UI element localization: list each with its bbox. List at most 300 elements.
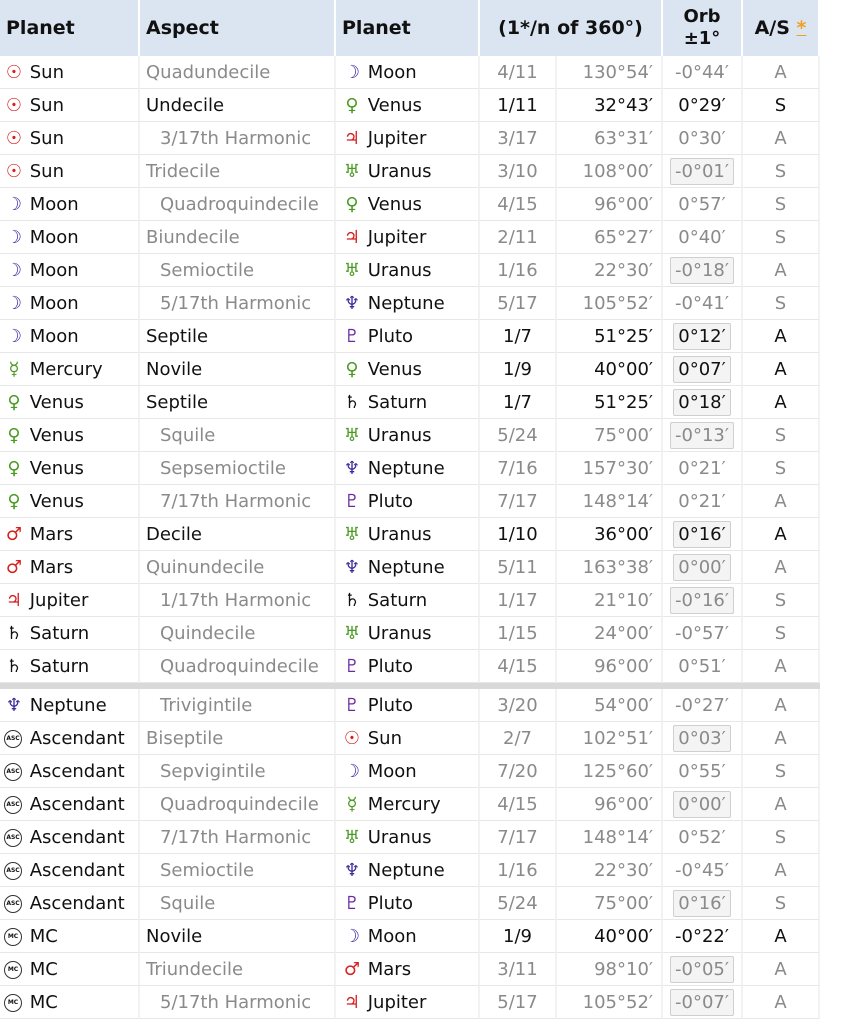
aspect-name[interactable]: Undecile: [140, 89, 336, 122]
harmonic-fraction: 1/16: [480, 254, 557, 287]
aspect-name[interactable]: Quinundecile: [140, 551, 336, 584]
planet2-cell[interactable]: [336, 56, 480, 89]
table-row[interactable]: [0, 953, 820, 986]
orb-cell: [663, 551, 743, 584]
planet2-name: Pluto: [367, 325, 414, 347]
harmonic-fraction: 5/17: [480, 287, 557, 320]
planet2-symbol-icon: ♅: [343, 826, 361, 848]
planet2-symbol-icon: ☽: [343, 61, 361, 83]
planet1-cell[interactable]: [0, 221, 140, 254]
table-row[interactable]: [0, 155, 820, 188]
applying-separating: A: [743, 986, 820, 1019]
planet1-symbol-icon: ☉: [5, 61, 23, 83]
aspect-name[interactable]: Septile: [140, 386, 336, 419]
planet1-symbol-icon: ♀: [7, 391, 21, 413]
planet1-symbol-icon: ♄: [5, 655, 23, 677]
header-orb-range: ±1°: [683, 28, 721, 49]
aspect-name[interactable]: 3/17th Harmonic: [140, 122, 336, 155]
planet2-name: Moon: [367, 925, 417, 947]
table-row[interactable]: [0, 353, 820, 386]
harmonic-fraction: 7/17: [480, 821, 557, 854]
table-row[interactable]: [0, 485, 820, 518]
planet2-symbol-icon: ☽: [343, 925, 361, 947]
orb-cell: [663, 221, 743, 254]
planet2-cell[interactable]: [336, 386, 480, 419]
planet1-name: Saturn: [29, 655, 90, 677]
applying-separating: S: [743, 755, 820, 788]
planet1-symbol-icon: ♄: [5, 622, 23, 644]
aspect-name[interactable]: Sepsemioctile: [140, 452, 336, 485]
aspect-name[interactable]: Squile: [140, 887, 336, 920]
aspect-degrees: 157°30′: [557, 452, 663, 485]
planet2-name: Uranus: [367, 259, 432, 281]
planet1-cell[interactable]: [0, 617, 140, 650]
planet2-cell[interactable]: [336, 854, 480, 887]
header-row: [0, 0, 820, 56]
planet2-symbol-icon: ♂: [343, 958, 361, 980]
planet1-name: Sun: [29, 160, 64, 182]
planet2-name: Uranus: [367, 424, 432, 446]
orb-value: 0°57′: [678, 193, 726, 215]
planet1-symbol-icon: ☉: [5, 127, 23, 149]
planet1-cell[interactable]: [0, 887, 140, 920]
planet1-cell[interactable]: [0, 584, 140, 617]
planet2-cell[interactable]: [336, 617, 480, 650]
planet2-cell[interactable]: [336, 155, 480, 188]
planet1-cell[interactable]: [0, 287, 140, 320]
planet2-cell[interactable]: [336, 755, 480, 788]
table-row[interactable]: [0, 689, 820, 722]
planet1-name: Moon: [29, 226, 79, 248]
planet1-cell[interactable]: [0, 485, 140, 518]
table-row[interactable]: [0, 221, 820, 254]
orb-cell: [663, 485, 743, 518]
planet1-cell[interactable]: [0, 854, 140, 887]
planet1-cell[interactable]: [0, 755, 140, 788]
planet2-cell[interactable]: [336, 419, 480, 452]
header-planet2[interactable]: Planet: [336, 0, 480, 56]
planet2-cell[interactable]: [336, 254, 480, 287]
orb-cell: [663, 419, 743, 452]
planet2-name: Sun: [367, 727, 402, 749]
orb-cell: [663, 788, 743, 821]
applying-separating: A: [743, 788, 820, 821]
planet2-symbol-icon: ♅: [343, 424, 361, 446]
table-row[interactable]: [0, 650, 820, 683]
planet1-symbol-icon: ASC: [4, 862, 22, 880]
planet2-name: Neptune: [367, 556, 445, 578]
planet1-cell[interactable]: [0, 722, 140, 755]
planet2-cell[interactable]: [336, 551, 480, 584]
harmonic-fraction: 1/7: [480, 386, 557, 419]
harmonic-fraction: 5/11: [480, 551, 557, 584]
table-row[interactable]: [0, 986, 820, 1019]
aspect-name[interactable]: Sepvigintile: [140, 755, 336, 788]
harmonic-fraction: 4/11: [480, 56, 557, 89]
harmonic-fraction: 1/7: [480, 320, 557, 353]
planet1-name: Sun: [29, 94, 64, 116]
planet2-symbol-icon: ♄: [343, 391, 361, 413]
planet1-cell[interactable]: [0, 452, 140, 485]
planet1-symbol-icon: ☽: [5, 325, 23, 347]
applying-separating: A: [743, 722, 820, 755]
aspect-name[interactable]: Quadroquindecile: [140, 788, 336, 821]
aspect-degrees: 40°00′: [557, 920, 663, 953]
harmonic-fraction: 3/11: [480, 953, 557, 986]
aspect-degrees: 96°00′: [557, 188, 663, 221]
planet2-symbol-icon: ♅: [343, 523, 361, 545]
planet2-symbol-icon: ♀: [345, 94, 359, 116]
orb-cell: [663, 617, 743, 650]
planet2-name: Moon: [367, 760, 417, 782]
table-row[interactable]: [0, 320, 820, 353]
applying-separating: A: [743, 920, 820, 953]
orb-cell: [663, 689, 743, 722]
planet2-symbol-icon: ♄: [343, 589, 361, 611]
header-planet1[interactable]: Planet: [0, 0, 140, 56]
planet1-symbol-icon: ♃: [5, 589, 23, 611]
planet2-cell[interactable]: [336, 287, 480, 320]
aspect-name[interactable]: 7/17th Harmonic: [140, 485, 336, 518]
planet1-cell[interactable]: [0, 254, 140, 287]
applying-separating: A: [743, 689, 820, 722]
harmonic-fraction: 5/24: [480, 419, 557, 452]
harmonic-fraction: 4/15: [480, 788, 557, 821]
table-row[interactable]: [0, 821, 820, 854]
aspect-name[interactable]: Septile: [140, 320, 336, 353]
harmonic-fraction: 7/20: [480, 755, 557, 788]
aspect-name[interactable]: 7/17th Harmonic: [140, 821, 336, 854]
planet2-name: Uranus: [367, 523, 432, 545]
aspect-degrees: 163°38′: [557, 551, 663, 584]
applying-separating: S: [743, 452, 820, 485]
planet1-name: Ascendant: [29, 727, 125, 749]
planet1-cell[interactable]: [0, 518, 140, 551]
planet1-name: Mercury: [29, 358, 103, 380]
table-row[interactable]: [0, 89, 820, 122]
table-row[interactable]: [0, 854, 820, 887]
applying-separating: S: [743, 617, 820, 650]
planet2-name: Pluto: [367, 694, 414, 716]
harmonic-fraction: 3/10: [480, 155, 557, 188]
applying-separating: A: [743, 254, 820, 287]
harmonic-fraction: 3/20: [480, 689, 557, 722]
planet1-cell[interactable]: [0, 551, 140, 584]
planet1-name: Venus: [29, 490, 84, 512]
header-as-label: A/S: [754, 17, 790, 39]
orb-value: 0°12′: [673, 323, 730, 350]
planet1-symbol-icon: MC: [4, 961, 22, 979]
planet1-name: Moon: [29, 193, 79, 215]
harmonic-fraction: 4/15: [480, 650, 557, 683]
planet2-name: Venus: [367, 94, 422, 116]
planet2-cell[interactable]: [336, 122, 480, 155]
planet1-symbol-icon: ☉: [5, 160, 23, 182]
planet2-symbol-icon: ♅: [343, 622, 361, 644]
planet1-cell[interactable]: [0, 188, 140, 221]
planet2-cell[interactable]: [336, 722, 480, 755]
orb-value: 0°00′: [673, 554, 730, 581]
orb-cell: [663, 650, 743, 683]
planet1-name: MC: [29, 991, 58, 1013]
planet2-symbol-icon: ♇: [343, 490, 361, 512]
planet2-cell[interactable]: [336, 986, 480, 1019]
planet2-cell[interactable]: [336, 89, 480, 122]
harmonic-fraction: 1/11: [480, 89, 557, 122]
planet2-name: Uranus: [367, 622, 432, 644]
orb-value: 0°16′: [673, 890, 730, 917]
aspect-degrees: 75°00′: [557, 419, 663, 452]
planet2-cell[interactable]: [336, 953, 480, 986]
aspect-degrees: 63°31′: [557, 122, 663, 155]
planet1-cell[interactable]: [0, 689, 140, 722]
aspect-degrees: 24°00′: [557, 617, 663, 650]
aspect-name[interactable]: Quindecile: [140, 617, 336, 650]
applying-separating: S: [743, 887, 820, 920]
table-row[interactable]: [0, 188, 820, 221]
planet1-symbol-icon: MC: [4, 994, 22, 1012]
orb-value: -0°05′: [670, 956, 734, 983]
planet2-name: Moon: [367, 61, 417, 83]
planet2-cell[interactable]: [336, 584, 480, 617]
planet1-name: Mars: [29, 523, 74, 545]
planet2-name: Neptune: [367, 859, 445, 881]
aspect-name[interactable]: Decile: [140, 518, 336, 551]
aspect-degrees: 54°00′: [557, 689, 663, 722]
applying-separating: S: [743, 89, 820, 122]
orb-value: -0°18′: [670, 257, 734, 284]
planet1-cell[interactable]: [0, 353, 140, 386]
aspect-degrees: 51°25′: [557, 320, 663, 353]
planet2-cell[interactable]: [336, 221, 480, 254]
aspect-name[interactable]: Semioctile: [140, 254, 336, 287]
aspect-name[interactable]: Tridecile: [140, 155, 336, 188]
table-row[interactable]: [0, 518, 820, 551]
aspect-degrees: 148°14′: [557, 821, 663, 854]
planet1-cell[interactable]: [0, 419, 140, 452]
aspect-name[interactable]: Trivigintile: [140, 689, 336, 722]
orb-value: -0°01′: [670, 158, 734, 185]
planet2-cell[interactable]: [336, 188, 480, 221]
planet1-symbol-icon: ASC: [4, 829, 22, 847]
planet1-cell[interactable]: [0, 386, 140, 419]
header-orb-label: Orb: [683, 6, 721, 27]
planet1-name: Sun: [29, 127, 64, 149]
planet1-symbol-icon: ♀: [7, 457, 21, 479]
harmonic-fraction: 2/7: [480, 722, 557, 755]
aspect-name[interactable]: Quadroquindecile: [140, 188, 336, 221]
planet1-symbol-icon: ☉: [5, 94, 23, 116]
planet1-name: Neptune: [29, 694, 107, 716]
harmonic-fraction: 7/16: [480, 452, 557, 485]
planet2-cell[interactable]: [336, 788, 480, 821]
planet1-symbol-icon: ASC: [4, 895, 22, 913]
orb-cell: [663, 386, 743, 419]
planet1-symbol-icon: ♂: [5, 523, 23, 545]
planet1-cell[interactable]: [0, 122, 140, 155]
help-link[interactable]: *: [796, 17, 807, 39]
aspect-degrees: 21°10′: [557, 584, 663, 617]
aspect-name[interactable]: 5/17th Harmonic: [140, 986, 336, 1019]
aspect-degrees: 75°00′: [557, 887, 663, 920]
planet2-cell[interactable]: [336, 518, 480, 551]
orb-cell: [663, 920, 743, 953]
planet2-name: Jupiter: [367, 991, 427, 1013]
planet2-symbol-icon: ☿: [346, 793, 358, 815]
aspect-name[interactable]: Squile: [140, 419, 336, 452]
table-row[interactable]: [0, 755, 820, 788]
planet2-symbol-icon: ♇: [343, 694, 361, 716]
table-row[interactable]: [0, 722, 820, 755]
aspect-degrees: 96°00′: [557, 788, 663, 821]
aspect-degrees: 108°00′: [557, 155, 663, 188]
planet2-cell[interactable]: [336, 887, 480, 920]
orb-value: -0°16′: [670, 587, 734, 614]
aspect-degrees: 98°10′: [557, 953, 663, 986]
planet1-cell[interactable]: [0, 320, 140, 353]
aspect-name[interactable]: Biseptile: [140, 722, 336, 755]
planet1-cell[interactable]: [0, 788, 140, 821]
table-row[interactable]: [0, 419, 820, 452]
planet2-name: Pluto: [367, 655, 414, 677]
planet2-symbol-icon: ☉: [343, 727, 361, 749]
table-row[interactable]: [0, 551, 820, 584]
harmonic-fraction: 1/15: [480, 617, 557, 650]
planet2-symbol-icon: ♆: [343, 292, 361, 314]
table-row[interactable]: [0, 56, 820, 89]
planet2-cell[interactable]: [336, 452, 480, 485]
orb-value: 0°30′: [678, 127, 726, 149]
planet1-symbol-icon: MC: [4, 928, 22, 946]
planet2-cell[interactable]: [336, 485, 480, 518]
planet1-cell[interactable]: [0, 986, 140, 1019]
planet2-cell[interactable]: [336, 689, 480, 722]
orb-cell: [663, 155, 743, 188]
header-aspect[interactable]: Aspect: [140, 0, 336, 56]
table-row[interactable]: [0, 617, 820, 650]
applying-separating: A: [743, 485, 820, 518]
orb-cell: [663, 755, 743, 788]
planet1-symbol-icon: ☽: [5, 259, 23, 281]
table-row[interactable]: [0, 287, 820, 320]
aspect-name[interactable]: 1/17th Harmonic: [140, 584, 336, 617]
table-row[interactable]: [0, 122, 820, 155]
orb-value: -0°27′: [675, 694, 729, 716]
aspect-degrees: 22°30′: [557, 254, 663, 287]
harmonic-fraction: 1/17: [480, 584, 557, 617]
planet1-name: Ascendant: [29, 826, 125, 848]
aspect-name[interactable]: Novile: [140, 920, 336, 953]
applying-separating: A: [743, 551, 820, 584]
aspect-name[interactable]: Novile: [140, 353, 336, 386]
orb-value: 0°52′: [678, 826, 726, 848]
orb-value: 0°18′: [673, 389, 730, 416]
planet2-symbol-icon: ♀: [345, 193, 359, 215]
aspect-name[interactable]: Quadroquindecile: [140, 650, 336, 683]
aspect-name[interactable]: Semioctile: [140, 854, 336, 887]
orb-value: 0°21′: [678, 490, 726, 512]
aspect-degrees: 22°30′: [557, 854, 663, 887]
planet1-name: Moon: [29, 325, 79, 347]
planet1-name: Ascendant: [29, 760, 125, 782]
orb-cell: [663, 452, 743, 485]
planet1-cell[interactable]: [0, 56, 140, 89]
aspect-degrees: 65°27′: [557, 221, 663, 254]
planet2-symbol-icon: ♃: [343, 226, 361, 248]
planet2-cell[interactable]: [336, 920, 480, 953]
aspect-name[interactable]: Triundecile: [140, 953, 336, 986]
planet2-symbol-icon: ♅: [343, 160, 361, 182]
orb-cell: [663, 887, 743, 920]
planet1-name: MC: [29, 958, 58, 980]
orb-value: 0°07′: [673, 356, 730, 383]
table-row[interactable]: [0, 920, 820, 953]
planet2-name: Pluto: [367, 490, 414, 512]
header-orb[interactable]: [663, 0, 743, 56]
aspect-degrees: 96°00′: [557, 650, 663, 683]
planet2-symbol-icon: ♇: [343, 325, 361, 347]
aspect-name[interactable]: Quadundecile: [140, 56, 336, 89]
planet2-name: Saturn: [367, 589, 428, 611]
table-row[interactable]: [0, 386, 820, 419]
orb-cell: [663, 56, 743, 89]
aspect-name[interactable]: Biundecile: [140, 221, 336, 254]
header-as[interactable]: [743, 0, 820, 56]
orb-value: -0°22′: [675, 925, 729, 947]
planet1-name: Moon: [29, 259, 79, 281]
header-fraction[interactable]: (1*/n of 360°): [480, 0, 663, 56]
orb-value: 0°55′: [678, 760, 726, 782]
planet1-cell[interactable]: [0, 650, 140, 683]
aspect-name[interactable]: 5/17th Harmonic: [140, 287, 336, 320]
planet1-cell[interactable]: [0, 920, 140, 953]
planet2-name: Mercury: [367, 793, 441, 815]
harmonic-fraction: 7/17: [480, 485, 557, 518]
planet1-symbol-icon: ☽: [5, 226, 23, 248]
aspect-degrees: 105°52′: [557, 287, 663, 320]
orb-value: 0°16′: [673, 521, 730, 548]
planet2-symbol-icon: ♆: [343, 859, 361, 881]
planet1-cell[interactable]: [0, 89, 140, 122]
table-row[interactable]: [0, 452, 820, 485]
applying-separating: A: [743, 353, 820, 386]
applying-separating: S: [743, 188, 820, 221]
table-row[interactable]: [0, 788, 820, 821]
planet1-symbol-icon: ASC: [4, 730, 22, 748]
table-row[interactable]: [0, 584, 820, 617]
planet1-cell[interactable]: [0, 821, 140, 854]
planet2-cell[interactable]: [336, 821, 480, 854]
applying-separating: S: [743, 584, 820, 617]
planet2-cell[interactable]: [336, 320, 480, 353]
planet1-cell[interactable]: [0, 155, 140, 188]
aspect-degrees: 105°52′: [557, 986, 663, 1019]
orb-value: 0°00′: [673, 791, 730, 818]
planet2-name: Neptune: [367, 292, 445, 314]
orb-value: 0°51′: [678, 655, 726, 677]
applying-separating: A: [743, 854, 820, 887]
planet1-name: MC: [29, 925, 58, 947]
planet1-cell[interactable]: [0, 953, 140, 986]
orb-cell: [663, 722, 743, 755]
table-row[interactable]: [0, 254, 820, 287]
orb-value: 0°29′: [678, 94, 726, 116]
table-row[interactable]: [0, 887, 820, 920]
planet2-cell[interactable]: [336, 650, 480, 683]
planet2-symbol-icon: ♇: [343, 655, 361, 677]
orb-value: -0°07′: [670, 989, 734, 1016]
planet2-cell[interactable]: [336, 353, 480, 386]
